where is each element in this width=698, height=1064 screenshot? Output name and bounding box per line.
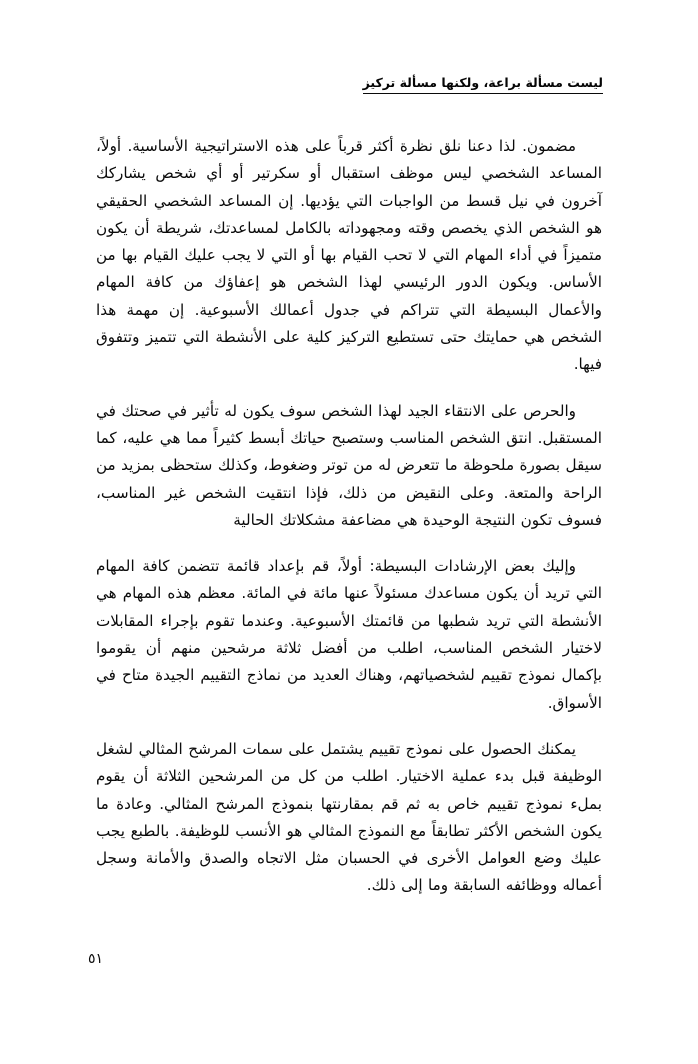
paragraph-1: مضمون. لذا دعنا نلق نظرة أكثر قرباً على هذه الاستراتيجية الأساسية. أولاً، المساعد الشخصي ليس موظف استقبال أو سكرتير أو أي شخص يشاركك آخرون في نيل قسط من الواجبات التي يؤديها. إن المساعد الشخصي الحقيقي هو الشخص الذي يخصص وقته ومجهوداته بالكامل لمساعدتك، شريطة أن يكون متميزاً في أداء المهام التي لا تحب القيام بها أو التي لا يجب عليك القيام بها من الأساس. ويكون الدور الرئيسي لهذا الشخص هو إعفاؤك من كافة المهام والأعمال البسيطة التي تتراكم في جدول أعمالك الأسبوعية. إن مهمة هذا الشخص هي حمايتك حتى تستطيع التركيز كلية على الأنشطة التي تتميز وتتفوق فيها. [96, 137, 602, 374]
paragraph-4: يمكنك الحصول على نموذج تقييم يشتمل على سمات المرشح المثالي لشغل الوظيفة قبل بدء عملية الاختيار. اطلب من كل من المرشحين الثلاثة أن يقوم بملء نموذج تقييم خاص به ثم قم بمقارنتها بنموذج المرشح المثالي. وعادة ما يكون الشخص الأكثر تطابقاً مع النموذج المثالي هو الأنسب للوظيفة. بالطبع يجب عليك وضع العوامل الأخرى في الحسبان مثل الاتجاه والصدق والأمانة وسجل أعماله ووظائفه السابقة وما إلى ذلك. [96, 739, 602, 895]
paragraph-2: والحرص على الانتقاء الجيد لهذا الشخص سوف يكون له تأثير في صحتك في المستقبل. انتق الشخص المناسب وستصبح حياتك أبسط كثيراً مما هي عليه، كما سيقل بصورة ملحوظة ما تتعرض له من توتر وضغوط، وكذلك ستحظى بمزيد من الراحة والمتعة. وعلى النقيض من ذلك، فإذا انتقيت الشخص غير المناسب، فسوف تكون النتيجة الوحيدة هي مضاعفة مشكلاتك الحالية [96, 401, 602, 529]
paragraph-3: وإليك بعض الإرشادات البسيطة: أولاً، قم بإعداد قائمة تتضمن كافة المهام التي تريد أن يكون مساعدك مسئولاً عنها مائة في المائة. معظم هذه المهام هي الأنشطة التي تريد شطبها من قائمتك الأسبوعية. وعندما تقوم بإجراء المقابلات لاختيار الشخص المناسب، اطلب من أفضل ثلاثة مرشحين منهم أن يقوموا بإكمال نموذج تقييم لشخصياتهم، وهناك العديد من نماذج التقييم الجيدة متاح في الأسواق. [96, 557, 602, 712]
running-header [95, 72, 603, 94]
running-header-title: ليست مسألة براعة، ولكنها مسألة تركيز [363, 75, 603, 94]
page-number: ٥١ [88, 951, 104, 967]
body-text-block [96, 133, 602, 900]
